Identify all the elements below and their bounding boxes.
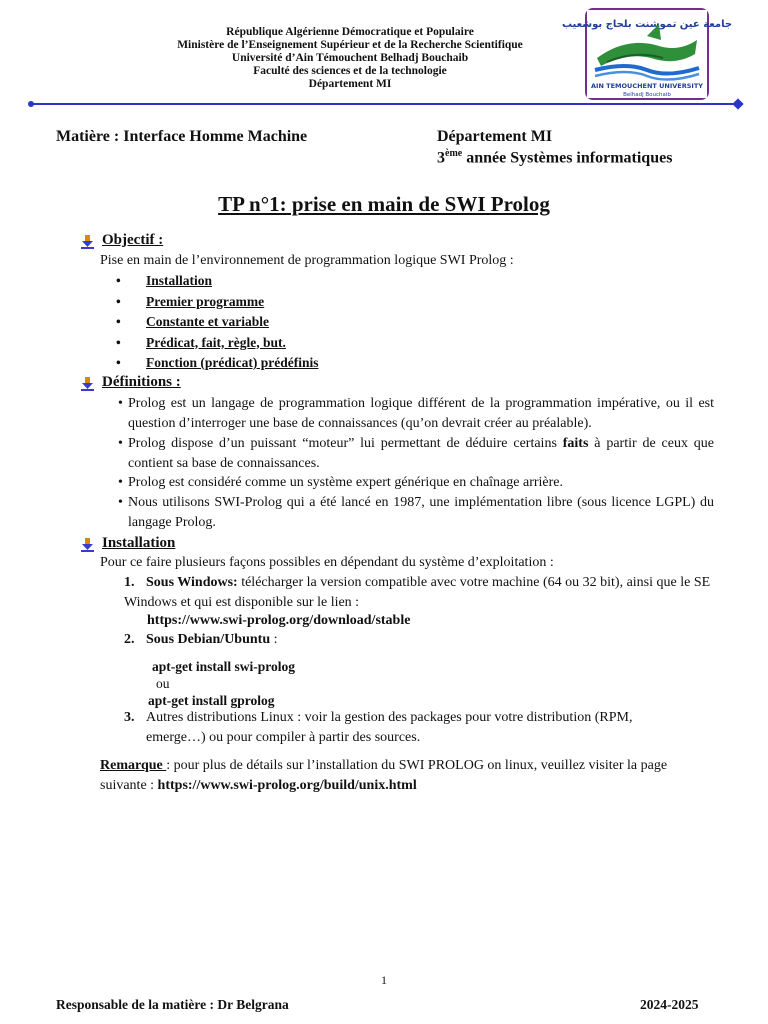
install-step-3	[124, 708, 704, 748]
step-number: 1.	[124, 575, 135, 590]
definition-item: • Prolog est un langage de programmation logique différent de la programmation impérative, ou il est question d’interroger une base de connaissances (qu’on devrait créer au préalable).	[118, 396, 714, 431]
page-number: 1	[381, 973, 387, 987]
year-rest: année Systèmes informatiques	[462, 149, 673, 167]
section-installation	[80, 535, 175, 552]
installation-heading: Installation	[102, 535, 176, 551]
footer-responsable: Responsable de la matière : Dr Belgrana	[56, 997, 289, 1012]
command-swi-prolog: apt-get install swi-prolog	[152, 659, 296, 674]
step-label: Sous Debian/Ubuntu	[146, 632, 271, 647]
header-line: Faculté des sciences et de la technologie	[253, 65, 447, 77]
page-title: TP n°1: prise en main de SWI Prolog	[218, 192, 550, 216]
list-item: • Constante et variable	[116, 314, 269, 329]
logo-name-text: AIN TEMOUCHENT UNIVERSITY	[591, 82, 703, 90]
installation-intro: Pour ce faire plusieurs façons possibles en dépendant du système d’exploitation :	[100, 555, 554, 570]
university-logo	[561, 8, 733, 100]
download-link[interactable]: https://www.swi-prolog.org/download/stable	[147, 613, 411, 628]
arrow-down-icon	[80, 537, 96, 551]
header-line: Ministère de l’Enseignement Supérieur et de la Recherche Scientifique	[177, 39, 523, 51]
definitions-heading: Définitions :	[102, 374, 181, 390]
step-text: télécharger la version compatible avec votre machine (64 ou 32 bit), ainsi que le SE Windows et qui est disponible sur le lien :	[124, 575, 711, 610]
header-line: Département MI	[308, 78, 392, 90]
objectif-list	[116, 271, 356, 374]
section-objectif	[80, 232, 163, 249]
logo-arabic-text: جامعة عين تموشنت بلحاج بوشعيب	[561, 19, 733, 30]
step-text: :	[270, 632, 278, 647]
list-item: • Installation	[116, 273, 213, 288]
department-name: Département MI	[437, 128, 553, 145]
definition-text: à partir de ceux que contient sa base de connaissances.	[128, 436, 715, 471]
section-definitions	[80, 374, 181, 391]
year-label	[437, 148, 672, 167]
step-number: 2.	[124, 632, 135, 647]
install-step-1	[124, 573, 724, 613]
header-divider	[32, 103, 738, 105]
list-item-text: Installation	[146, 273, 213, 288]
year-sup: ème	[445, 148, 463, 159]
definition-text: Nous utilisons SWI-Prolog qui a été lancé en 1987, une implémentation libre (sous licence LGPL) du langage Prolog.	[128, 495, 714, 530]
or-label: ou	[156, 676, 170, 691]
install-step-2	[124, 630, 278, 650]
definition-item: • Prolog dispose d’un puissant “moteur” lui permettant de déduire certains faits à partir de ceux que contient sa base de connaissances.	[118, 436, 715, 471]
arrow-down-icon	[80, 234, 96, 248]
definition-text: Prolog est un langage de programmation logique différent de la programmation impérative, ou il est question d’interroger une base de connaissances (qu’on devrait créer au préalable).	[128, 396, 714, 431]
step-text: Autres distributions Linux : voir la gestion des packages pour votre distribution (RPM, emerge…) ou pour compiler à partir des sources.	[146, 710, 633, 745]
logo-sub-text: Belhadj Bouchaib	[623, 92, 671, 98]
footer-year: 2024-2025	[640, 997, 699, 1012]
remark-link[interactable]: https://www.swi-prolog.org/build/unix.html	[157, 778, 417, 793]
remark-text: : pour plus de détails sur l’installation du SWI PROLOG on linux, veuillez visiter la page suivante :	[100, 758, 668, 793]
rule-end-right	[732, 98, 743, 109]
course-name: Matière : Interface Homme Machine	[56, 128, 308, 145]
list-item: • Prédicat, fait, règle, but.	[116, 334, 286, 350]
arrow-down-icon	[80, 376, 96, 390]
step-label: Sous Windows:	[146, 575, 238, 590]
objectif-intro: Pise en main de l’environnement de programmation logique SWI Prolog :	[100, 253, 514, 268]
remark-paragraph	[100, 756, 700, 796]
institution-header	[120, 26, 580, 91]
logo-emblem-icon	[561, 10, 733, 98]
list-item-text: Prédicat, fait, règle, but.	[146, 334, 286, 350]
header-line: République Algérienne Démocratique et Populaire	[226, 26, 474, 38]
list-item: • Fonction (prédicat) prédéfinis	[116, 355, 319, 370]
header-line: Université d’Ain Témouchent Belhadj Bouchaib	[231, 52, 469, 64]
list-item-text: Premier programme	[146, 293, 265, 309]
list-item: • Premier programme	[116, 293, 265, 309]
command-gprolog: apt-get install gprolog	[148, 693, 275, 708]
objectif-heading: Objectif :	[102, 232, 164, 248]
step-number: 3.	[124, 710, 135, 725]
year-num: 3	[437, 149, 445, 167]
list-item-text: Constante et variable	[146, 314, 269, 329]
definition-text: Prolog est considéré comme un système expert générique en chaînage arrière.	[128, 475, 563, 490]
list-item-text: Fonction (prédicat) prédéfinis	[146, 355, 319, 370]
definition-item: • Prolog est considéré comme un système expert générique en chaînage arrière.	[118, 475, 563, 490]
definition-text: Prolog dispose d’un puissant “moteur” lui permettant de déduire certains	[128, 436, 563, 451]
definition-bold: faits	[562, 436, 589, 451]
remark-label: Remarque	[100, 758, 167, 773]
definition-item: • Nous utilisons SWI-Prolog qui a été lancé en 1987, une implémentation libre (sous licence LGPL) du langage Prolog.	[118, 495, 714, 530]
